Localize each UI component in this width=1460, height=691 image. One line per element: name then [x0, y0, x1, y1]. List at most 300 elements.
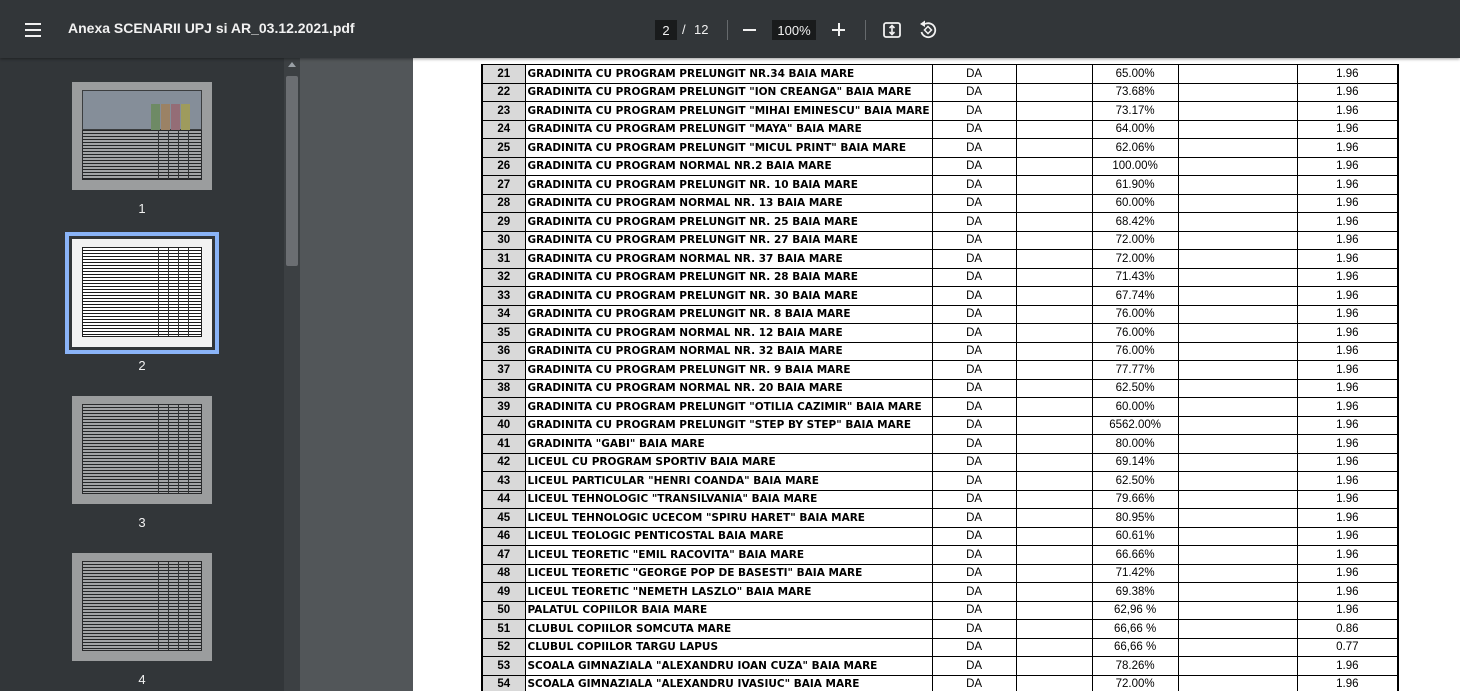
status-cell: DA — [932, 342, 1016, 361]
empty-cell — [1016, 65, 1092, 84]
table-row — [482, 342, 1398, 361]
institution-name: LICEUL TEHNOLOGIC "TRANSILVANIA" BAIA MARE — [525, 490, 932, 509]
empty-cell — [1178, 657, 1297, 676]
status-cell: DA — [932, 361, 1016, 380]
status-cell: DA — [932, 83, 1016, 102]
institution-name: GRADINITA CU PROGRAM PRELUNGIT "ION CREANGA" BAIA MARE — [525, 83, 932, 102]
percentage-cell: 62.06% — [1092, 139, 1178, 158]
page-thumbnail-4[interactable] — [72, 553, 212, 661]
table-row — [482, 638, 1398, 657]
thumbnail-label: 2 — [138, 358, 146, 373]
institution-name: GRADINITA CU PROGRAM NORMAL NR. 20 BAIA MARE — [525, 379, 932, 398]
institution-name: SCOALA GIMNAZIALA "ALEXANDRU IVASIUC" BAIA MARE — [525, 675, 932, 691]
empty-cell — [1178, 527, 1297, 546]
table-row — [482, 379, 1398, 398]
empty-cell — [1178, 638, 1297, 657]
value-cell: 1.96 — [1297, 398, 1398, 417]
thumbnail-sidebar — [0, 58, 300, 691]
percentage-cell: 73.17% — [1092, 102, 1178, 121]
value-cell: 1.96 — [1297, 213, 1398, 232]
row-number: 54 — [482, 675, 525, 691]
institution-name: GRADINITA CU PROGRAM PRELUNGIT NR. 25 BAIA MARE — [525, 213, 932, 232]
percentage-cell: 100.00% — [1092, 157, 1178, 176]
percentage-cell: 60.00% — [1092, 194, 1178, 213]
table-row — [482, 564, 1398, 583]
status-cell: DA — [932, 638, 1016, 657]
table-row — [482, 213, 1398, 232]
empty-cell — [1178, 176, 1297, 195]
table-row — [482, 324, 1398, 343]
row-number: 43 — [482, 472, 525, 491]
table-row — [482, 435, 1398, 454]
scrollbar-thumb[interactable] — [286, 76, 298, 266]
status-cell: DA — [932, 509, 1016, 528]
value-cell: 1.96 — [1297, 583, 1398, 602]
thumbnail-label: 3 — [138, 515, 146, 530]
empty-cell — [1016, 527, 1092, 546]
percentage-cell: 76.00% — [1092, 342, 1178, 361]
empty-cell — [1016, 139, 1092, 158]
percentage-cell: 60.00% — [1092, 398, 1178, 417]
status-cell: DA — [932, 231, 1016, 250]
value-cell: 1.96 — [1297, 342, 1398, 361]
table-row — [482, 231, 1398, 250]
thumbnail-label: 1 — [138, 201, 146, 216]
status-cell: DA — [932, 657, 1016, 676]
status-cell: DA — [932, 213, 1016, 232]
institution-name: LICEUL TEHNOLOGIC UCECOM "SPIRU HARET" BAIA MARE — [525, 509, 932, 528]
empty-cell — [1178, 102, 1297, 121]
row-number: 26 — [482, 157, 525, 176]
toolbar-divider — [727, 20, 728, 40]
table-row — [482, 398, 1398, 417]
percentage-cell: 72.00% — [1092, 250, 1178, 269]
empty-cell — [1016, 120, 1092, 139]
empty-cell — [1016, 194, 1092, 213]
institution-name: LICEUL TEORETIC "EMIL RACOVITA" BAIA MARE — [525, 546, 932, 565]
empty-cell — [1016, 620, 1092, 639]
status-cell: DA — [932, 287, 1016, 306]
table-row — [482, 490, 1398, 509]
status-cell: DA — [932, 65, 1016, 84]
row-number: 49 — [482, 583, 525, 602]
table-row — [482, 509, 1398, 528]
empty-cell — [1178, 490, 1297, 509]
table-row — [482, 65, 1398, 84]
status-cell: DA — [932, 564, 1016, 583]
percentage-cell: 62.50% — [1092, 379, 1178, 398]
minus-icon[interactable] — [740, 19, 760, 41]
empty-cell — [1178, 120, 1297, 139]
status-cell: DA — [932, 583, 1016, 602]
row-number: 40 — [482, 416, 525, 435]
empty-cell — [1016, 102, 1092, 121]
percentage-cell: 67.74% — [1092, 287, 1178, 306]
fit-to-page-icon[interactable] — [881, 19, 903, 41]
thumbnail-label: 4 — [138, 672, 146, 687]
empty-cell — [1178, 361, 1297, 380]
value-cell: 1.96 — [1297, 675, 1398, 691]
empty-cell — [1016, 250, 1092, 269]
zoom-input[interactable] — [772, 20, 816, 40]
empty-cell — [1178, 453, 1297, 472]
empty-cell — [1016, 176, 1092, 195]
institution-name: GRADINITA CU PROGRAM NORMAL NR. 37 BAIA MARE — [525, 250, 932, 269]
institution-name: GRADINITA CU PROGRAM PRELUNGIT "MIHAI EMINESCU" BAIA MARE — [525, 102, 932, 121]
row-number: 42 — [482, 453, 525, 472]
institution-name: LICEUL PARTICULAR "HENRI COANDA" BAIA MARE — [525, 472, 932, 491]
status-cell: DA — [932, 250, 1016, 269]
institution-name: GRADINITA CU PROGRAM PRELUNGIT "STEP BY STEP" BAIA MARE — [525, 416, 932, 435]
value-cell: 1.96 — [1297, 231, 1398, 250]
empty-cell — [1016, 231, 1092, 250]
empty-cell — [1178, 65, 1297, 84]
empty-cell — [1016, 453, 1092, 472]
row-number: 29 — [482, 213, 525, 232]
empty-cell — [1178, 157, 1297, 176]
value-cell: 1.96 — [1297, 453, 1398, 472]
status-cell: DA — [932, 139, 1016, 158]
percentage-cell: 62,96 % — [1092, 601, 1178, 620]
row-number: 44 — [482, 490, 525, 509]
institution-name: GRADINITA CU PROGRAM PRELUNGIT "MICUL PRINT" BAIA MARE — [525, 139, 932, 158]
empty-cell — [1016, 435, 1092, 454]
value-cell: 1.96 — [1297, 194, 1398, 213]
empty-cell — [1178, 564, 1297, 583]
table-row — [482, 675, 1398, 691]
empty-cell — [1178, 546, 1297, 565]
value-cell: 1.96 — [1297, 157, 1398, 176]
row-number: 31 — [482, 250, 525, 269]
table-row — [482, 250, 1398, 269]
row-number: 30 — [482, 231, 525, 250]
percentage-cell: 73.68% — [1092, 83, 1178, 102]
percentage-cell: 78.26% — [1092, 657, 1178, 676]
percentage-cell: 77.77% — [1092, 361, 1178, 380]
empty-cell — [1178, 379, 1297, 398]
row-number: 47 — [482, 546, 525, 565]
table-row — [482, 527, 1398, 546]
row-number: 48 — [482, 564, 525, 583]
value-cell: 1.96 — [1297, 305, 1398, 324]
empty-cell — [1178, 194, 1297, 213]
row-number: 21 — [482, 65, 525, 84]
empty-cell — [1178, 213, 1297, 232]
percentage-cell: 6562.00% — [1092, 416, 1178, 435]
plus-icon[interactable] — [829, 19, 849, 41]
table-row — [482, 287, 1398, 306]
institution-name: PALATUL COPIILOR BAIA MARE — [525, 601, 932, 620]
document-viewer[interactable] — [300, 58, 1460, 691]
status-cell: DA — [932, 472, 1016, 491]
value-cell: 0.77 — [1297, 638, 1398, 657]
institution-name: GRADINITA CU PROGRAM PRELUNGIT NR. 8 BAIA MARE — [525, 305, 932, 324]
empty-cell — [1016, 675, 1092, 691]
value-cell: 1.96 — [1297, 287, 1398, 306]
percentage-cell: 76.00% — [1092, 305, 1178, 324]
empty-cell — [1016, 287, 1092, 306]
percentage-cell: 69.14% — [1092, 453, 1178, 472]
status-cell: DA — [932, 435, 1016, 454]
percentage-cell: 72.00% — [1092, 231, 1178, 250]
empty-cell — [1016, 268, 1092, 287]
institution-name: GRADINITA CU PROGRAM NORMAL NR. 12 BAIA MARE — [525, 324, 932, 343]
table-row — [482, 176, 1398, 195]
empty-cell — [1016, 361, 1092, 380]
table-row — [482, 583, 1398, 602]
empty-cell — [1178, 324, 1297, 343]
status-cell: DA — [932, 305, 1016, 324]
empty-cell — [1178, 83, 1297, 102]
row-number: 34 — [482, 305, 525, 324]
empty-cell — [1178, 268, 1297, 287]
percentage-cell: 72.00% — [1092, 675, 1178, 691]
empty-cell — [1178, 583, 1297, 602]
empty-cell — [1016, 305, 1092, 324]
empty-cell — [1016, 657, 1092, 676]
status-cell: DA — [932, 620, 1016, 639]
page-thumbnail-1[interactable] — [72, 82, 212, 190]
row-number: 35 — [482, 324, 525, 343]
status-cell: DA — [932, 324, 1016, 343]
page-number-input[interactable] — [655, 20, 677, 40]
table-row — [482, 416, 1398, 435]
status-cell: DA — [932, 157, 1016, 176]
percentage-cell: 71.42% — [1092, 564, 1178, 583]
value-cell: 1.96 — [1297, 472, 1398, 491]
empty-cell — [1016, 398, 1092, 417]
table-row — [482, 102, 1398, 121]
table-row — [482, 546, 1398, 565]
value-cell: 1.96 — [1297, 564, 1398, 583]
institution-name: GRADINITA CU PROGRAM NORMAL NR.2 BAIA MARE — [525, 157, 932, 176]
value-cell: 0.86 — [1297, 620, 1398, 639]
toolbar-divider — [865, 20, 866, 40]
status-cell: DA — [932, 546, 1016, 565]
empty-cell — [1016, 490, 1092, 509]
institution-name: GRADINITA CU PROGRAM PRELUNGIT "OTILIA CAZIMIR" BAIA MARE — [525, 398, 932, 417]
empty-cell — [1178, 435, 1297, 454]
percentage-cell: 69.38% — [1092, 583, 1178, 602]
value-cell: 1.96 — [1297, 435, 1398, 454]
row-number: 38 — [482, 379, 525, 398]
empty-cell — [1016, 509, 1092, 528]
value-cell: 1.96 — [1297, 361, 1398, 380]
row-number: 32 — [482, 268, 525, 287]
value-cell: 1.96 — [1297, 120, 1398, 139]
empty-cell — [1016, 601, 1092, 620]
percentage-cell: 62.50% — [1092, 472, 1178, 491]
status-cell: DA — [932, 675, 1016, 691]
menu-icon[interactable] — [20, 17, 46, 43]
empty-cell — [1178, 675, 1297, 691]
row-number: 39 — [482, 398, 525, 417]
empty-cell — [1016, 157, 1092, 176]
table-row — [482, 120, 1398, 139]
percentage-cell: 60.61% — [1092, 527, 1178, 546]
percentage-cell: 61.90% — [1092, 176, 1178, 195]
pdf-toolbar — [0, 0, 1460, 58]
empty-cell — [1178, 620, 1297, 639]
sidebar-scrollbar[interactable] — [284, 58, 300, 691]
percentage-cell: 68.42% — [1092, 213, 1178, 232]
table-row — [482, 361, 1398, 380]
table-row — [482, 657, 1398, 676]
table-row — [482, 620, 1398, 639]
institution-name: GRADINITA CU PROGRAM NORMAL NR. 13 BAIA MARE — [525, 194, 932, 213]
table-row — [482, 472, 1398, 491]
institution-name: GRADINITA CU PROGRAM PRELUNGIT NR. 27 BAIA MARE — [525, 231, 932, 250]
rotate-icon[interactable] — [917, 19, 939, 41]
row-number: 45 — [482, 509, 525, 528]
row-number: 37 — [482, 361, 525, 380]
percentage-cell: 66,66 % — [1092, 638, 1178, 657]
row-number: 51 — [482, 620, 525, 639]
row-number: 23 — [482, 102, 525, 121]
status-cell: DA — [932, 601, 1016, 620]
table-row — [482, 305, 1398, 324]
value-cell: 1.96 — [1297, 250, 1398, 269]
row-number: 52 — [482, 638, 525, 657]
status-cell: DA — [932, 527, 1016, 546]
value-cell: 1.96 — [1297, 83, 1398, 102]
institution-name: GRADINITA CU PROGRAM PRELUNGIT NR. 28 BAIA MARE — [525, 268, 932, 287]
row-number: 36 — [482, 342, 525, 361]
status-cell: DA — [932, 453, 1016, 472]
empty-cell — [1016, 472, 1092, 491]
value-cell: 1.96 — [1297, 509, 1398, 528]
status-cell: DA — [932, 490, 1016, 509]
status-cell: DA — [932, 268, 1016, 287]
row-number: 33 — [482, 287, 525, 306]
empty-cell — [1178, 305, 1297, 324]
row-number: 28 — [482, 194, 525, 213]
institution-name: LICEUL TEORETIC "GEORGE POP DE BASESTI" BAIA MARE — [525, 564, 932, 583]
institution-name: SCOALA GIMNAZIALA "ALEXANDRU IOAN CUZA" BAIA MARE — [525, 657, 932, 676]
institution-name: GRADINITA CU PROGRAM PRELUNGIT NR. 9 BAIA MARE — [525, 361, 932, 380]
empty-cell — [1016, 564, 1092, 583]
empty-cell — [1016, 342, 1092, 361]
row-number: 25 — [482, 139, 525, 158]
value-cell: 1.96 — [1297, 139, 1398, 158]
page-separator: / — [682, 22, 686, 37]
table-row — [482, 601, 1398, 620]
institution-name: GRADINITA CU PROGRAM PRELUNGIT NR. 10 BAIA MARE — [525, 176, 932, 195]
status-cell: DA — [932, 379, 1016, 398]
institution-name: GRADINITA CU PROGRAM PRELUNGIT NR.34 BAIA MARE — [525, 65, 932, 84]
status-cell: DA — [932, 416, 1016, 435]
value-cell: 1.96 — [1297, 527, 1398, 546]
value-cell: 1.96 — [1297, 268, 1398, 287]
percentage-cell: 66,66 % — [1092, 620, 1178, 639]
institution-name: GRADINITA CU PROGRAM NORMAL NR. 32 BAIA MARE — [525, 342, 932, 361]
empty-cell — [1178, 472, 1297, 491]
percentage-cell: 79.66% — [1092, 490, 1178, 509]
value-cell: 1.96 — [1297, 379, 1398, 398]
table-row — [482, 83, 1398, 102]
value-cell: 1.96 — [1297, 176, 1398, 195]
empty-cell — [1178, 416, 1297, 435]
empty-cell — [1178, 509, 1297, 528]
row-number: 50 — [482, 601, 525, 620]
empty-cell — [1178, 342, 1297, 361]
institution-name: LICEUL TEOLOGIC PENTICOSTAL BAIA MARE — [525, 527, 932, 546]
scroll-up-arrow-icon[interactable] — [288, 62, 296, 67]
empty-cell — [1016, 324, 1092, 343]
percentage-cell: 65.00% — [1092, 65, 1178, 84]
empty-cell — [1016, 583, 1092, 602]
row-number: 27 — [482, 176, 525, 195]
table-row — [482, 268, 1398, 287]
institution-name: CLUBUL COPIILOR SOMCUTA MARE — [525, 620, 932, 639]
page-total: 12 — [694, 22, 709, 37]
row-number: 41 — [482, 435, 525, 454]
value-cell: 1.96 — [1297, 102, 1398, 121]
percentage-cell: 66.66% — [1092, 546, 1178, 565]
percentage-cell: 80.00% — [1092, 435, 1178, 454]
status-cell: DA — [932, 194, 1016, 213]
status-cell: DA — [932, 398, 1016, 417]
row-number: 53 — [482, 657, 525, 676]
value-cell: 1.96 — [1297, 657, 1398, 676]
value-cell: 1.96 — [1297, 65, 1398, 84]
empty-cell — [1178, 250, 1297, 269]
institution-name: GRADINITA "GABI" BAIA MARE — [525, 435, 932, 454]
empty-cell — [1178, 601, 1297, 620]
pdf-page — [413, 58, 1460, 691]
percentage-cell: 64.00% — [1092, 120, 1178, 139]
page-thumbnail-3[interactable] — [72, 396, 212, 504]
table-row — [482, 139, 1398, 158]
percentage-cell: 76.00% — [1092, 324, 1178, 343]
value-cell: 1.96 — [1297, 546, 1398, 565]
status-cell: DA — [932, 102, 1016, 121]
institution-name: LICEUL TEORETIC "NEMETH LASZLO" BAIA MARE — [525, 583, 932, 602]
value-cell: 1.96 — [1297, 416, 1398, 435]
value-cell: 1.96 — [1297, 601, 1398, 620]
empty-cell — [1016, 213, 1092, 232]
empty-cell — [1178, 231, 1297, 250]
row-number: 22 — [482, 83, 525, 102]
page-thumbnail-2[interactable] — [72, 239, 212, 347]
status-cell: DA — [932, 120, 1016, 139]
percentage-cell: 80.95% — [1092, 509, 1178, 528]
empty-cell — [1178, 287, 1297, 306]
document-title: Anexa SCENARII UPJ si AR_03.12.2021.pdf — [68, 20, 355, 36]
institution-name: GRADINITA CU PROGRAM PRELUNGIT NR. 30 BAIA MARE — [525, 287, 932, 306]
value-cell: 1.96 — [1297, 490, 1398, 509]
empty-cell — [1178, 139, 1297, 158]
percentage-cell: 71.43% — [1092, 268, 1178, 287]
institution-name: LICEUL CU PROGRAM SPORTIV BAIA MARE — [525, 453, 932, 472]
institution-name: GRADINITA CU PROGRAM PRELUNGIT "MAYA" BAIA MARE — [525, 120, 932, 139]
empty-cell — [1016, 546, 1092, 565]
row-number: 24 — [482, 120, 525, 139]
value-cell: 1.96 — [1297, 324, 1398, 343]
table-row — [482, 194, 1398, 213]
table-row — [482, 453, 1398, 472]
table-row — [482, 157, 1398, 176]
row-number: 46 — [482, 527, 525, 546]
empty-cell — [1016, 416, 1092, 435]
status-cell: DA — [932, 176, 1016, 195]
empty-cell — [1016, 83, 1092, 102]
empty-cell — [1016, 638, 1092, 657]
empty-cell — [1178, 398, 1297, 417]
institution-name: CLUBUL COPIILOR TARGU LAPUS — [525, 638, 932, 657]
empty-cell — [1016, 379, 1092, 398]
schools-table — [481, 64, 1399, 691]
